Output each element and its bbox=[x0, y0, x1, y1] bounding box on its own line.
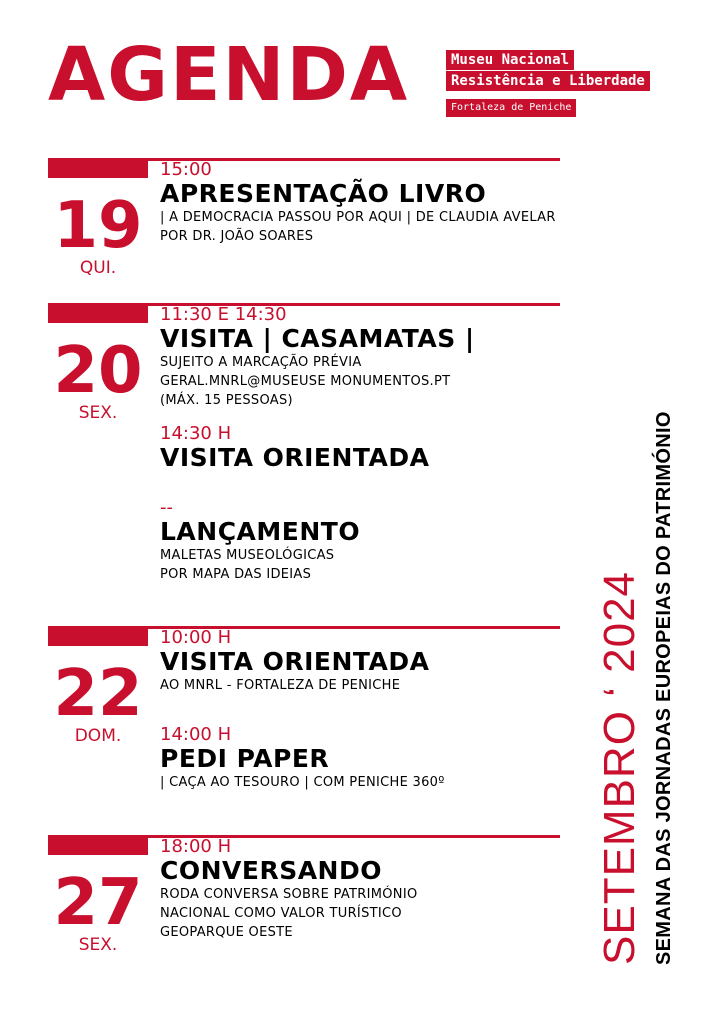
event-name: LANÇAMENTO bbox=[160, 517, 361, 546]
event-desc: SUJEITO A MARCAÇÃO PRÉVIA bbox=[160, 355, 362, 370]
museum-logo bbox=[446, 50, 650, 117]
event-desc: RODA CONVERSA SOBRE PATRIMÓNIO bbox=[160, 887, 418, 902]
event-time: 14:30 H bbox=[160, 423, 232, 444]
event-name: CONVERSANDO bbox=[160, 856, 382, 885]
event-time: 10:00 H bbox=[160, 627, 232, 648]
event-day: 19 bbox=[53, 189, 143, 263]
event-name: PEDI PAPER bbox=[160, 744, 330, 773]
event-item bbox=[160, 725, 570, 792]
event-weekday: DOM. bbox=[74, 726, 122, 746]
event-item bbox=[160, 424, 570, 472]
side-week: SEMANA DAS JORNADAS EUROPEIAS DO PATRIMÓNIO bbox=[653, 411, 675, 965]
event-day: 22 bbox=[53, 657, 143, 731]
event-name: VISITA ORIENTADA bbox=[160, 443, 430, 472]
event-time: 18:00 H bbox=[160, 836, 232, 857]
event-desc: NACIONAL COMO VALOR TURÍSTICO bbox=[160, 906, 402, 921]
event-day: 20 bbox=[53, 334, 143, 408]
event-day: 27 bbox=[53, 866, 143, 940]
event-item bbox=[160, 837, 570, 942]
event-desc: GEOPARQUE OESTE bbox=[160, 925, 293, 940]
event-name: VISITA ORIENTADA bbox=[160, 647, 430, 676]
event-desc: GERAL.MNRL@MUSEUSE MONUMENTOS.PT bbox=[160, 374, 451, 389]
event-desc: | CAÇA AO TESOURO | COM PENICHE 360º bbox=[160, 775, 445, 790]
event-name: VISITA | CASAMATAS | bbox=[160, 324, 475, 353]
event-desc: | A DEMOCRACIA PASSOU POR AQUI | DE CLAUDIA AVELAR bbox=[160, 210, 556, 225]
event-item bbox=[160, 498, 570, 584]
event-time: -- bbox=[160, 497, 173, 518]
logo-line: Museu Nacional bbox=[446, 50, 574, 70]
logo-line: Resistência e Liberdade bbox=[446, 71, 650, 91]
date-bar bbox=[48, 835, 148, 855]
event-item bbox=[160, 305, 570, 410]
event-desc: (MÁX. 15 PESSOAS) bbox=[160, 393, 293, 408]
event-weekday: QUI. bbox=[79, 258, 117, 278]
event-item bbox=[160, 160, 570, 246]
event-time: 11:30 E 14:30 bbox=[160, 304, 287, 325]
side-month: SETEMBRO ‘ 2024 bbox=[595, 570, 644, 965]
event-weekday: SEX. bbox=[78, 403, 118, 423]
date-bar bbox=[48, 303, 148, 323]
event-time: 14:00 H bbox=[160, 724, 232, 745]
page-title: AGENDA bbox=[48, 32, 410, 118]
event-desc: MALETAS MUSEOLÓGICAS bbox=[160, 548, 335, 563]
event-weekday: SEX. bbox=[78, 935, 118, 955]
event-time: 15:00 bbox=[160, 159, 212, 180]
event-desc: POR MAPA DAS IDEIAS bbox=[160, 567, 312, 582]
date-bar bbox=[48, 626, 148, 646]
event-desc: POR DR. JOÃO SOARES bbox=[160, 229, 314, 244]
event-item bbox=[160, 628, 570, 695]
event-desc: AO MNRL - FORTALEZA DE PENICHE bbox=[160, 678, 401, 693]
date-bar bbox=[48, 158, 148, 178]
logo-subtitle: Fortaleza de Peniche bbox=[446, 99, 576, 117]
event-name: APRESENTAÇÃO LIVRO bbox=[160, 179, 487, 208]
